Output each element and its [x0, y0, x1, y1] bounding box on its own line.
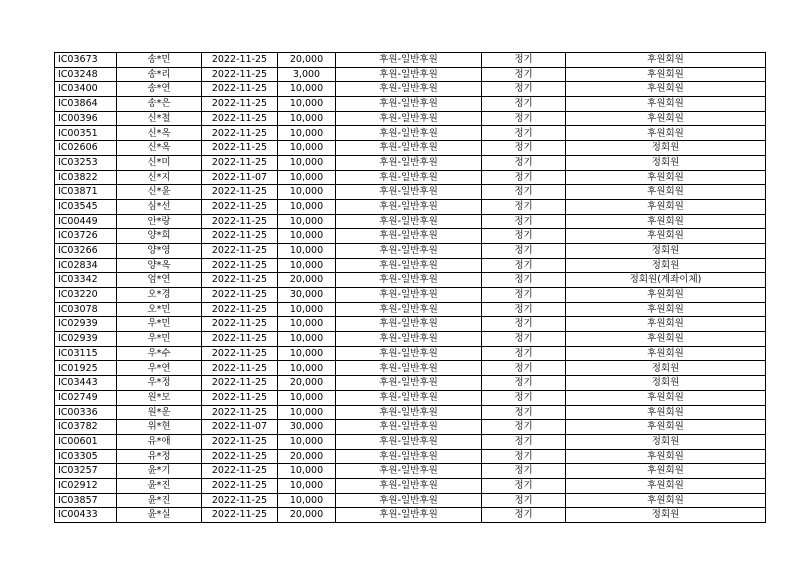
donor-id-cell: IC03220 — [55, 288, 117, 303]
table-row — [55, 376, 766, 391]
donation-date-cell: 2022-11-25 — [202, 434, 278, 449]
donor-id-cell: IC03253 — [55, 155, 117, 170]
payment-type-cell: 정기 — [482, 273, 566, 288]
payment-type-cell: 정기 — [482, 214, 566, 229]
table-row — [55, 317, 766, 332]
payment-type-cell: 정기 — [482, 53, 566, 68]
donation-date-cell: 2022-11-25 — [202, 155, 278, 170]
payment-type-cell: 정기 — [482, 332, 566, 347]
table-row — [55, 214, 766, 229]
payment-type-cell: 정기 — [482, 302, 566, 317]
donation-date-cell: 2022-11-25 — [202, 126, 278, 141]
donor-id-cell: IC00601 — [55, 434, 117, 449]
donor-id-cell: IC03115 — [55, 346, 117, 361]
donor-id-cell: IC03078 — [55, 302, 117, 317]
payment-type-cell: 정기 — [482, 229, 566, 244]
donation-date-cell: 2022-11-25 — [202, 449, 278, 464]
table-row — [55, 141, 766, 156]
donation-date-cell: 2022-11-07 — [202, 420, 278, 435]
member-type-cell: 후원회원 — [566, 111, 766, 126]
donation-date-cell: 2022-11-25 — [202, 82, 278, 97]
table-row — [55, 199, 766, 214]
donor-id-cell: IC01925 — [55, 361, 117, 376]
donor-name-cell: 신*철 — [117, 111, 202, 126]
donor-name-cell: 양*영 — [117, 243, 202, 258]
category-cell: 후원-일반후원 — [336, 449, 482, 464]
member-type-cell: 정회원 — [566, 155, 766, 170]
amount-cell: 10,000 — [278, 434, 336, 449]
table-row — [55, 111, 766, 126]
donor-name-cell: 신*미 — [117, 155, 202, 170]
member-type-cell: 정회원 — [566, 243, 766, 258]
donor-id-cell: IC03342 — [55, 273, 117, 288]
donor-name-cell: 유*애 — [117, 434, 202, 449]
table-row — [55, 243, 766, 258]
table-row — [55, 126, 766, 141]
donor-name-cell: 우*민 — [117, 317, 202, 332]
donor-id-cell: IC00449 — [55, 214, 117, 229]
donor-name-cell: 송*은 — [117, 97, 202, 112]
category-cell: 후원-일반후원 — [336, 493, 482, 508]
member-type-cell: 후원회원 — [566, 185, 766, 200]
donor-id-cell: IC03266 — [55, 243, 117, 258]
donation-date-cell: 2022-11-25 — [202, 332, 278, 347]
member-type-cell: 후원회원 — [566, 449, 766, 464]
table-row — [55, 67, 766, 82]
category-cell: 후원-일반후원 — [336, 53, 482, 68]
donor-id-cell: IC02834 — [55, 258, 117, 273]
table-row — [55, 464, 766, 479]
member-type-cell: 정회원 — [566, 434, 766, 449]
donation-date-cell: 2022-11-07 — [202, 170, 278, 185]
category-cell: 후원-일반후원 — [336, 82, 482, 97]
table-row — [55, 493, 766, 508]
category-cell: 후원-일반후원 — [336, 302, 482, 317]
amount-cell: 30,000 — [278, 420, 336, 435]
donor-name-cell: 우*민 — [117, 332, 202, 347]
member-type-cell: 정회원 — [566, 508, 766, 523]
amount-cell: 10,000 — [278, 346, 336, 361]
donor-id-cell: IC00336 — [55, 405, 117, 420]
member-type-cell: 정회원(계좌이체) — [566, 273, 766, 288]
donor-name-cell: 송*연 — [117, 82, 202, 97]
table-row — [55, 258, 766, 273]
table-row — [55, 332, 766, 347]
category-cell: 후원-일반후원 — [336, 390, 482, 405]
category-cell: 후원-일반후원 — [336, 317, 482, 332]
member-type-cell: 후원회원 — [566, 82, 766, 97]
payment-type-cell: 정기 — [482, 508, 566, 523]
donation-date-cell: 2022-11-25 — [202, 361, 278, 376]
table-row — [55, 508, 766, 523]
donor-id-cell: IC02912 — [55, 478, 117, 493]
donor-name-cell: 신*옥 — [117, 126, 202, 141]
member-type-cell: 정회원 — [566, 376, 766, 391]
amount-cell: 10,000 — [278, 199, 336, 214]
donation-date-cell: 2022-11-25 — [202, 199, 278, 214]
payment-type-cell: 정기 — [482, 434, 566, 449]
table-row — [55, 302, 766, 317]
table-row — [55, 229, 766, 244]
category-cell: 후원-일반후원 — [336, 229, 482, 244]
donation-table — [54, 52, 766, 523]
donor-id-cell: IC03857 — [55, 493, 117, 508]
category-cell: 후원-일반후원 — [336, 478, 482, 493]
payment-type-cell: 정기 — [482, 464, 566, 479]
table-body — [55, 53, 766, 523]
member-type-cell: 후원회원 — [566, 67, 766, 82]
amount-cell: 10,000 — [278, 214, 336, 229]
donor-id-cell: IC03864 — [55, 97, 117, 112]
table-row — [55, 97, 766, 112]
table-row — [55, 390, 766, 405]
category-cell: 후원-일반후원 — [336, 97, 482, 112]
amount-cell: 10,000 — [278, 185, 336, 200]
payment-type-cell: 정기 — [482, 288, 566, 303]
donation-date-cell: 2022-11-25 — [202, 214, 278, 229]
donor-name-cell: 양*희 — [117, 229, 202, 244]
donor-name-cell: 심*선 — [117, 199, 202, 214]
category-cell: 후원-일반후원 — [336, 126, 482, 141]
category-cell: 후원-일반후원 — [336, 464, 482, 479]
amount-cell: 10,000 — [278, 97, 336, 112]
category-cell: 후원-일반후원 — [336, 243, 482, 258]
amount-cell: 10,000 — [278, 317, 336, 332]
donor-id-cell: IC03305 — [55, 449, 117, 464]
amount-cell: 10,000 — [278, 405, 336, 420]
category-cell: 후원-일반후원 — [336, 420, 482, 435]
amount-cell: 10,000 — [278, 155, 336, 170]
donation-date-cell: 2022-11-25 — [202, 273, 278, 288]
category-cell: 후원-일반후원 — [336, 361, 482, 376]
donor-name-cell: 오*민 — [117, 302, 202, 317]
category-cell: 후원-일반후원 — [336, 376, 482, 391]
payment-type-cell: 정기 — [482, 243, 566, 258]
amount-cell: 10,000 — [278, 111, 336, 126]
donation-date-cell: 2022-11-25 — [202, 141, 278, 156]
payment-type-cell: 정기 — [482, 199, 566, 214]
amount-cell: 20,000 — [278, 53, 336, 68]
table-row — [55, 53, 766, 68]
category-cell: 후원-일반후원 — [336, 170, 482, 185]
donor-name-cell: 송*리 — [117, 67, 202, 82]
donation-date-cell: 2022-11-25 — [202, 508, 278, 523]
table-row — [55, 155, 766, 170]
amount-cell: 10,000 — [278, 170, 336, 185]
table-row — [55, 82, 766, 97]
table-row — [55, 449, 766, 464]
amount-cell: 10,000 — [278, 82, 336, 97]
donation-date-cell: 2022-11-25 — [202, 376, 278, 391]
donation-date-cell: 2022-11-25 — [202, 390, 278, 405]
donation-date-cell: 2022-11-25 — [202, 317, 278, 332]
donor-name-cell: 원*운 — [117, 405, 202, 420]
amount-cell: 10,000 — [278, 126, 336, 141]
amount-cell: 3,000 — [278, 67, 336, 82]
donor-id-cell: IC00396 — [55, 111, 117, 126]
category-cell: 후원-일반후원 — [336, 258, 482, 273]
donor-name-cell: 우*연 — [117, 361, 202, 376]
payment-type-cell: 정기 — [482, 420, 566, 435]
donor-id-cell: IC03822 — [55, 170, 117, 185]
donation-date-cell: 2022-11-25 — [202, 302, 278, 317]
member-type-cell: 후원회원 — [566, 405, 766, 420]
member-type-cell: 후원회원 — [566, 229, 766, 244]
donor-name-cell: 신*윤 — [117, 185, 202, 200]
category-cell: 후원-일반후원 — [336, 185, 482, 200]
amount-cell: 10,000 — [278, 464, 336, 479]
donor-name-cell: 위*현 — [117, 420, 202, 435]
donor-id-cell: IC03871 — [55, 185, 117, 200]
table-row — [55, 288, 766, 303]
category-cell: 후원-일반후원 — [336, 141, 482, 156]
category-cell: 후원-일반후원 — [336, 199, 482, 214]
payment-type-cell: 정기 — [482, 141, 566, 156]
amount-cell: 10,000 — [278, 141, 336, 156]
category-cell: 후원-일반후원 — [336, 508, 482, 523]
donation-date-cell: 2022-11-25 — [202, 464, 278, 479]
category-cell: 후원-일반후원 — [336, 273, 482, 288]
member-type-cell: 정회원 — [566, 141, 766, 156]
payment-type-cell: 정기 — [482, 111, 566, 126]
table-row — [55, 478, 766, 493]
donation-date-cell: 2022-11-25 — [202, 67, 278, 82]
amount-cell: 10,000 — [278, 302, 336, 317]
category-cell: 후원-일반후원 — [336, 288, 482, 303]
payment-type-cell: 정기 — [482, 170, 566, 185]
donor-id-cell: IC03782 — [55, 420, 117, 435]
amount-cell: 30,000 — [278, 288, 336, 303]
donor-id-cell: IC02749 — [55, 390, 117, 405]
amount-cell: 20,000 — [278, 449, 336, 464]
donor-name-cell: 오*경 — [117, 288, 202, 303]
payment-type-cell: 정기 — [482, 478, 566, 493]
table-row — [55, 170, 766, 185]
donor-id-cell: IC02939 — [55, 332, 117, 347]
donor-id-cell: IC02939 — [55, 317, 117, 332]
donor-name-cell: 우*정 — [117, 376, 202, 391]
payment-type-cell: 정기 — [482, 317, 566, 332]
donor-name-cell: 안*랑 — [117, 214, 202, 229]
member-type-cell: 후원회원 — [566, 317, 766, 332]
donor-name-cell: 양*옥 — [117, 258, 202, 273]
category-cell: 후원-일반후원 — [336, 111, 482, 126]
donor-name-cell: 윤*실 — [117, 508, 202, 523]
payment-type-cell: 정기 — [482, 390, 566, 405]
donor-id-cell: IC03726 — [55, 229, 117, 244]
amount-cell: 10,000 — [278, 332, 336, 347]
table-row — [55, 346, 766, 361]
member-type-cell: 정회원 — [566, 361, 766, 376]
amount-cell: 10,000 — [278, 478, 336, 493]
amount-cell: 20,000 — [278, 508, 336, 523]
member-type-cell: 후원회원 — [566, 390, 766, 405]
table-row — [55, 420, 766, 435]
payment-type-cell: 정기 — [482, 493, 566, 508]
donor-name-cell: 원*모 — [117, 390, 202, 405]
donor-name-cell: 우*수 — [117, 346, 202, 361]
member-type-cell: 후원회원 — [566, 199, 766, 214]
donation-date-cell: 2022-11-25 — [202, 243, 278, 258]
member-type-cell: 후원회원 — [566, 478, 766, 493]
member-type-cell: 후원회원 — [566, 53, 766, 68]
donation-date-cell: 2022-11-25 — [202, 346, 278, 361]
amount-cell: 20,000 — [278, 273, 336, 288]
amount-cell: 10,000 — [278, 361, 336, 376]
payment-type-cell: 정기 — [482, 346, 566, 361]
payment-type-cell: 정기 — [482, 405, 566, 420]
table-row — [55, 405, 766, 420]
donation-date-cell: 2022-11-25 — [202, 405, 278, 420]
table-row — [55, 434, 766, 449]
amount-cell: 10,000 — [278, 243, 336, 258]
payment-type-cell: 정기 — [482, 126, 566, 141]
donation-date-cell: 2022-11-25 — [202, 97, 278, 112]
member-type-cell: 후원회원 — [566, 464, 766, 479]
payment-type-cell: 정기 — [482, 155, 566, 170]
payment-type-cell: 정기 — [482, 67, 566, 82]
payment-type-cell: 정기 — [482, 185, 566, 200]
donor-id-cell: IC03257 — [55, 464, 117, 479]
category-cell: 후원-일반후원 — [336, 214, 482, 229]
amount-cell: 10,000 — [278, 229, 336, 244]
donor-name-cell: 신*지 — [117, 170, 202, 185]
donor-id-cell: IC02606 — [55, 141, 117, 156]
table-row — [55, 361, 766, 376]
donation-date-cell: 2022-11-25 — [202, 185, 278, 200]
member-type-cell: 후원회원 — [566, 302, 766, 317]
donor-name-cell: 윤*진 — [117, 478, 202, 493]
donation-date-cell: 2022-11-25 — [202, 258, 278, 273]
category-cell: 후원-일반후원 — [336, 405, 482, 420]
payment-type-cell: 정기 — [482, 97, 566, 112]
member-type-cell: 정회원 — [566, 258, 766, 273]
donor-id-cell: IC03400 — [55, 82, 117, 97]
donation-date-cell: 2022-11-25 — [202, 229, 278, 244]
member-type-cell: 후원회원 — [566, 493, 766, 508]
category-cell: 후원-일반후원 — [336, 332, 482, 347]
amount-cell: 10,000 — [278, 493, 336, 508]
donor-name-cell: 송*민 — [117, 53, 202, 68]
category-cell: 후원-일반후원 — [336, 155, 482, 170]
amount-cell: 10,000 — [278, 258, 336, 273]
payment-type-cell: 정기 — [482, 82, 566, 97]
donation-date-cell: 2022-11-25 — [202, 111, 278, 126]
member-type-cell: 후원회원 — [566, 420, 766, 435]
member-type-cell: 후원회원 — [566, 288, 766, 303]
donor-name-cell: 신*옥 — [117, 141, 202, 156]
donor-name-cell: 윤*기 — [117, 464, 202, 479]
donor-id-cell: IC03545 — [55, 199, 117, 214]
donor-id-cell: IC00351 — [55, 126, 117, 141]
donation-date-cell: 2022-11-25 — [202, 493, 278, 508]
member-type-cell: 후원회원 — [566, 97, 766, 112]
member-type-cell: 후원회원 — [566, 170, 766, 185]
category-cell: 후원-일반후원 — [336, 346, 482, 361]
amount-cell: 20,000 — [278, 376, 336, 391]
donation-date-cell: 2022-11-25 — [202, 288, 278, 303]
donor-name-cell: 유*정 — [117, 449, 202, 464]
category-cell: 후원-일반후원 — [336, 67, 482, 82]
payment-type-cell: 정기 — [482, 361, 566, 376]
payment-type-cell: 정기 — [482, 449, 566, 464]
payment-type-cell: 정기 — [482, 258, 566, 273]
table-row — [55, 185, 766, 200]
member-type-cell: 후원회원 — [566, 126, 766, 141]
member-type-cell: 후원회원 — [566, 214, 766, 229]
table-row — [55, 273, 766, 288]
donor-name-cell: 윤*진 — [117, 493, 202, 508]
payment-type-cell: 정기 — [482, 376, 566, 391]
donation-date-cell: 2022-11-25 — [202, 53, 278, 68]
member-type-cell: 후원회원 — [566, 346, 766, 361]
donor-id-cell: IC03673 — [55, 53, 117, 68]
amount-cell: 10,000 — [278, 390, 336, 405]
donor-id-cell: IC03248 — [55, 67, 117, 82]
donor-id-cell: IC03443 — [55, 376, 117, 391]
donation-date-cell: 2022-11-25 — [202, 478, 278, 493]
category-cell: 후원-일반후원 — [336, 434, 482, 449]
member-type-cell: 후원회원 — [566, 332, 766, 347]
donor-id-cell: IC00433 — [55, 508, 117, 523]
donor-name-cell: 엄*연 — [117, 273, 202, 288]
